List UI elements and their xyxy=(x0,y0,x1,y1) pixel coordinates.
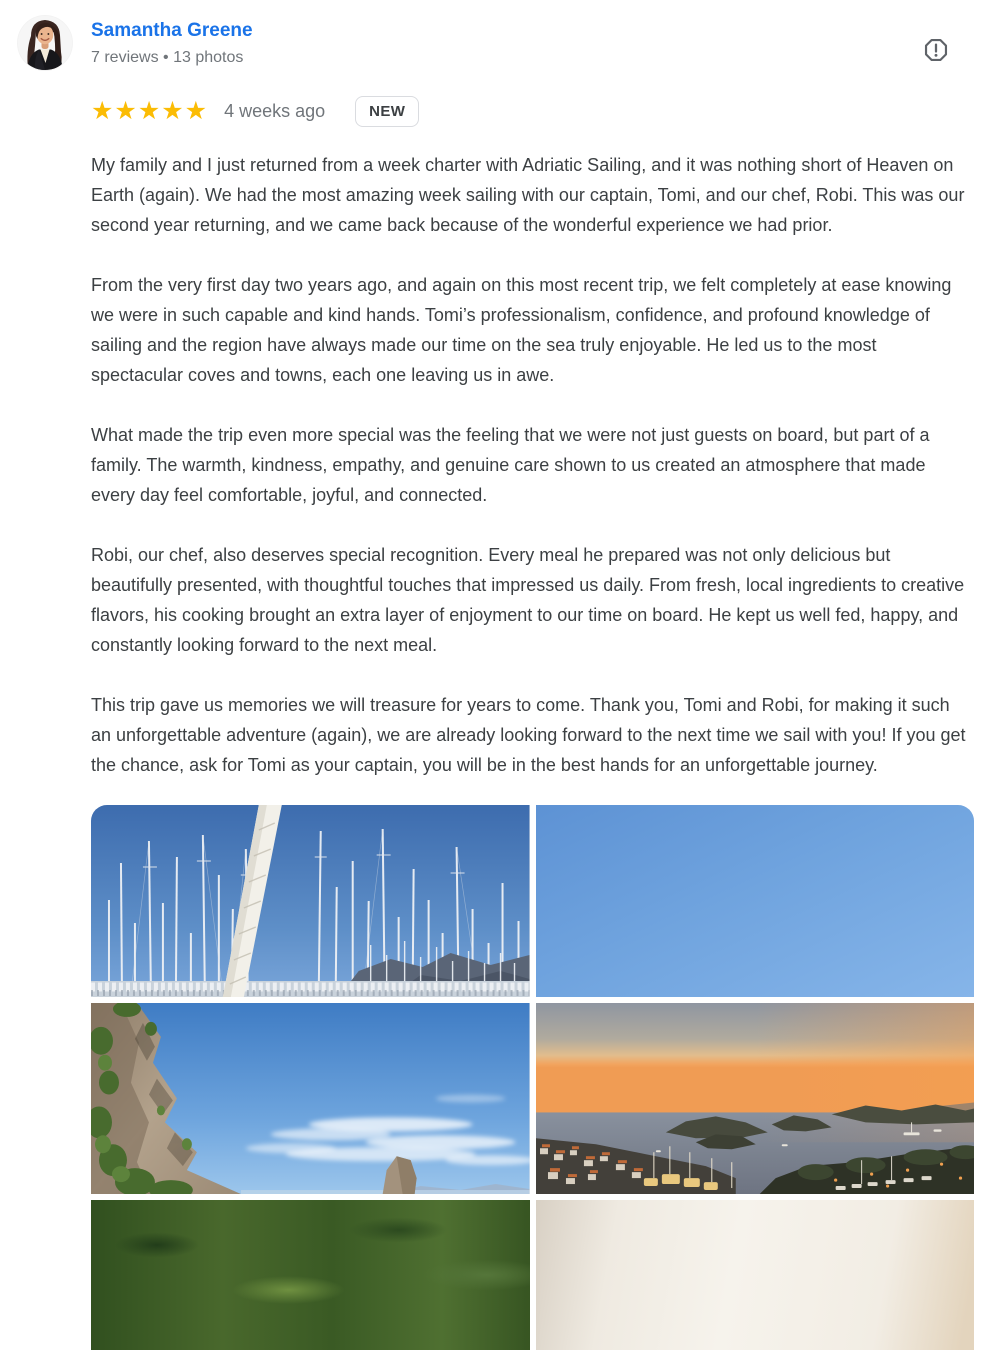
author-block xyxy=(91,16,253,67)
review-paragraph: Robi, our chef, also deserves special recognition. Every meal he prepared was not only delicious but beautifully presented, with thoughtful touches that impressed us daily. From fresh, local ingredients to creative flavors, his cooking brought an extra layer of enjoyment to our time on board. He kept us well fed, happy, and constantly looking forward to the next meal. xyxy=(91,545,965,655)
report-review-button[interactable] xyxy=(923,37,949,63)
review-paragraph: My family and I just returned from a week charter with Adriatic Sailing, and it was nothing short of Heaven on Earth (again). We had the most amazing week sailing with our captain, Tomi, and our chef, Robi. This was our second year returning, and we came back because of the wonderful experience we had prior. xyxy=(91,155,965,235)
review-header xyxy=(0,0,991,70)
avatar-illustration-icon xyxy=(18,16,72,70)
review-paragraph: What made the trip even more special was the feeling that we were not just guests on board, but part of a family. The warmth, kindness, empathy, and genuine care shown to us created an atmosphere that made every day feel comfortable, joyful, and connected. xyxy=(91,425,930,505)
marina-masts-image xyxy=(91,805,530,997)
sunset-harbor-image xyxy=(536,1003,975,1194)
review-photo-sunset-harbor[interactable] xyxy=(536,1003,975,1194)
review-paragraph: From the very first day two years ago, and again on this most recent trip, we felt completely at ease knowing we were in such capable and kind hands. Tomi’s professionalism, confidence, and profound knowledge of sailing and the region have always made our time on the sea truly enjoyable. He led us to the most spectacular coves and towns, each one leaving us in awe. xyxy=(91,275,952,385)
author-name-link[interactable]: Samantha Greene xyxy=(91,20,253,41)
review-photo-blue-sky[interactable] xyxy=(536,805,975,997)
author-stats: 7 reviews • 13 photos xyxy=(91,49,244,66)
review-photo-marina-masts[interactable] xyxy=(91,805,530,997)
review-photo-trees[interactable] xyxy=(91,1200,530,1350)
trees-image xyxy=(91,1200,530,1350)
new-badge: NEW xyxy=(355,96,419,127)
star-rating-icon: ★★★★★ xyxy=(91,96,209,125)
cliff-image xyxy=(91,1003,530,1194)
photo-grid xyxy=(91,805,974,1350)
blue-sky-image xyxy=(536,805,975,997)
review-photo-interior[interactable] xyxy=(536,1200,975,1350)
review-paragraph: This trip gave us memories we will treasure for years to come. Thank you, Tomi and Robi, for making it such an unforgettable adventure (again), we are already looking forward to the next time we sail with you! If you get the chance, ask for Tomi as your captain, you will be in the best hands for an unforgettable journey. xyxy=(91,695,966,775)
review-time: 4 weeks ago xyxy=(224,100,326,121)
report-octagon-exclamation-icon xyxy=(923,37,949,63)
interior-image xyxy=(536,1200,975,1350)
rating-row xyxy=(91,94,991,128)
avatar[interactable] xyxy=(18,16,72,70)
review-photo-cliff[interactable] xyxy=(91,1003,530,1194)
review-text xyxy=(91,150,973,780)
